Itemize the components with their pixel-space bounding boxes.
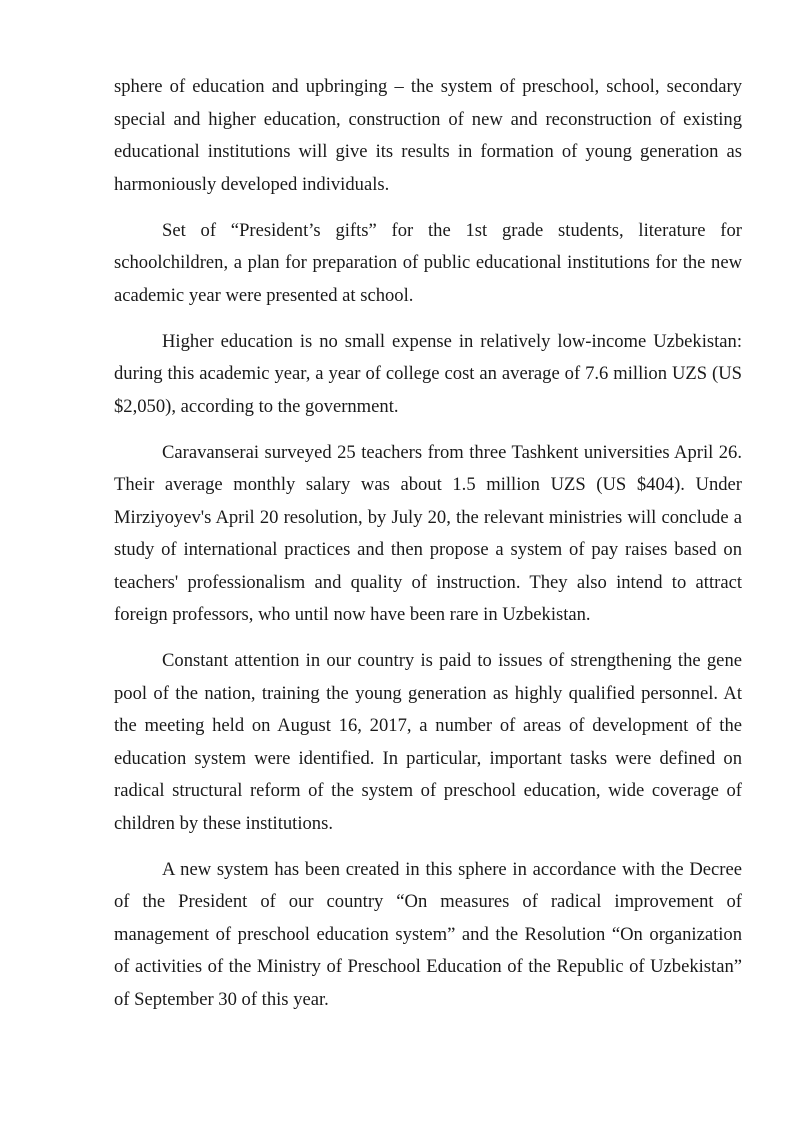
- paragraph-preschool-system: A new system has been created in this sphere in accordance with the Decree of the President of our country “On measures of radical improvement of management of preschool education system” and the Resolution “On organization of activities of the Ministry of Preschool Education of the Republic of Uzbekistan” of September 30 of this year.: [114, 858, 742, 1010]
- paragraph-gene-pool: Constant attention in our country is paid to issues of strengthening the gene pool of the nation, training the young generation as highly qualified personnel. At the meeting held on August 16, 2017, a number of areas of development of the education system were identified. In particular, important tasks were defined on radical structural reform of the system of preschool education, wide coverage of children by these institutions.: [114, 650, 742, 834]
- paragraph-teacher-survey: Caravanserai surveyed 25 teachers from three Tashkent universities April 26. Their average monthly salary was about 1.5 million UZS (US $404). Under Mirziyoyev's April 20 resolution, by July 20, the relevant ministries will conclude a study of international practices and then propose a system of pay raises based on teachers' professionalism and quality of instruction. They also intend to attract foreign professors, who until now have been rare in Uzbekistan.: [114, 441, 742, 625]
- paragraph-continued: sphere of education and upbringing – the system of preschool, school, secondary special and higher education, construction of new and reconstruction of existing educational institutions will give its results in formation of young generation as harmoniously developed individuals.: [114, 76, 742, 195]
- document-body: [114, 71, 742, 1030]
- paragraph-higher-education-cost: Higher education is no small expense in relatively low-income Uzbekistan: during this academic year, a year of college cost an average of 7.6 million UZS (US $2,050), according to the government.: [114, 330, 742, 417]
- paragraph-presidents-gifts: Set of “President’s gifts” for the 1st grade students, literature for schoolchildren, a plan for preparation of public educational institutions for the new academic year were presented at school.: [114, 219, 742, 306]
